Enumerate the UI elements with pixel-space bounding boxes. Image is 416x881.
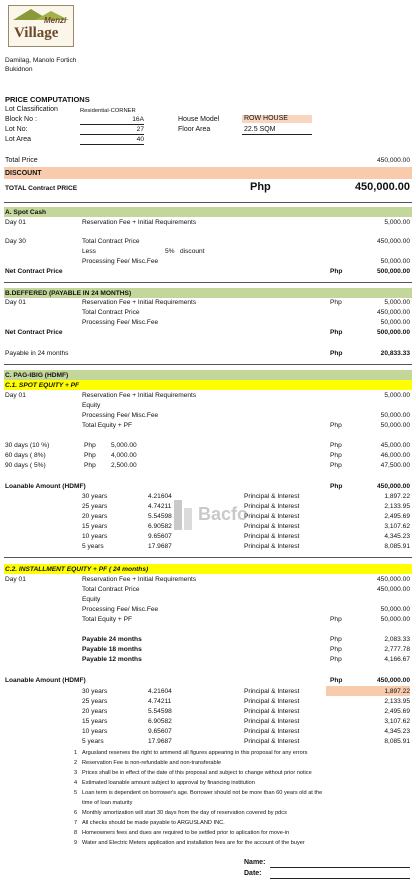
loan-amt: 4,345.23	[384, 728, 410, 735]
watermark	[172, 496, 292, 536]
loan-years: 5 years	[82, 738, 104, 745]
c2-title: C.2. INSTALLMENT EQUITY + PF ( 24 months)	[5, 566, 149, 573]
days-row-label: 90 days ( 5%)	[5, 462, 46, 469]
deferred-res-value: 5,000.00	[384, 299, 410, 306]
spot-net-value: 500,000.00	[376, 268, 410, 275]
note-number: 2	[74, 760, 78, 766]
loan-years: 15 years	[82, 523, 108, 530]
loan-factor: 9.65607	[148, 728, 172, 735]
note-number: 1	[74, 750, 78, 756]
divider	[4, 282, 412, 283]
loan-amt: 3,107.62	[384, 718, 410, 725]
loan-desc: Principal & Interest	[244, 533, 300, 540]
note-text: All checks should be made payable to ARGUSLAND INC.	[82, 820, 225, 826]
deferred-net-cur: Php	[330, 329, 343, 336]
deferred-res-cur: Php	[330, 299, 342, 306]
loan-factor: 4.21604	[148, 493, 172, 500]
deferred-pay-value: 20,833.33	[380, 350, 410, 357]
c1-proc-fee: Processing Fee/ Misc.Fee	[82, 412, 159, 419]
loan-factor: 6.90582	[148, 718, 172, 725]
spot-title: A. Spot Cash	[5, 209, 47, 216]
loan-desc: Principal & Interest	[244, 688, 300, 695]
loan-amt: 8,085.91	[384, 543, 410, 550]
signature-name-label: Name:	[244, 859, 266, 866]
loan-factor: 17.9687	[148, 543, 172, 550]
note-number: 3	[74, 770, 78, 776]
spot-proc-fee: Processing Fee/ Misc.Fee	[82, 258, 159, 265]
c2-tcp-value: 450,000.00	[376, 586, 410, 593]
c1-title: C.1. SPOT EQUITY + PF	[5, 382, 80, 389]
spot-net-cur: Php	[330, 268, 343, 275]
loan-amt: 2,133.95	[384, 503, 410, 510]
loan-amt: 2,495.69	[384, 513, 410, 520]
days-row-cur: Php	[84, 452, 96, 459]
loan-amt: 1,897.22	[384, 688, 410, 695]
loan-amt: 1,897.22	[384, 493, 410, 500]
loan-years: 5 years	[82, 543, 104, 550]
tcp-value: 450,000.00	[354, 181, 410, 193]
c1-day01: Day 01	[5, 392, 26, 399]
deferred-net-value: 500,000.00	[376, 329, 410, 336]
logo-text-top: Menzi	[44, 16, 67, 25]
spot-res-fee-value: 5,000.00	[384, 219, 410, 226]
note-text: Monthly amortization will start 30 days from the day of reservation covered by pdcs	[82, 810, 287, 816]
days-row-cur: Php	[84, 442, 96, 449]
loan-desc: Principal & Interest	[244, 513, 300, 520]
loan-amt: 8,085.91	[384, 738, 410, 745]
note-number: 9	[74, 840, 78, 846]
deferred-title: B.DEFFERED (PAYABLE IN 24 MONTHS)	[5, 290, 132, 297]
block-value: 16A	[80, 116, 144, 125]
payable-cur: Php	[330, 646, 342, 653]
c2-total-equity: Total Equity + PF	[82, 616, 133, 623]
c2-total-cur: Php	[330, 616, 342, 623]
days-row-cur: Php	[84, 462, 96, 469]
floor-label: Floor Area	[178, 126, 211, 133]
c2-res-fee: Reservation Fee + Initial Requirements	[82, 576, 197, 583]
note-number: 8	[74, 830, 78, 836]
loan-years: 30 years	[82, 688, 108, 695]
days-row-total: 47,500.00	[380, 462, 410, 469]
loan-factor: 5.54598	[148, 708, 172, 715]
floor-value: 22.5 SQM	[242, 126, 312, 135]
deferred-tcp: Total Contract Price	[82, 309, 140, 316]
spot-day30: Day 30	[5, 238, 26, 245]
divider	[4, 557, 412, 558]
loan-desc: Principal & Interest	[244, 493, 300, 500]
payable-label: Payable 18 months	[82, 646, 142, 653]
c1-loan-cur: Php	[330, 483, 343, 490]
loan-amt: 4,345.23	[384, 533, 410, 540]
deferred-proc-fee: Processing Fee/ Misc.Fee	[82, 319, 159, 326]
loan-desc: Principal & Interest	[244, 708, 300, 715]
days-row-cur2: Php	[330, 452, 342, 459]
note-number: 4	[74, 780, 78, 786]
deferred-res-fee: Reservation Fee + Initial Requirements	[82, 299, 197, 306]
days-row-label: 30 days (10 %)	[5, 442, 50, 449]
days-row-amt: 5,000.00	[111, 442, 137, 449]
c1-equity: Equity	[82, 402, 101, 409]
lot-class-label: Lot Classification	[5, 106, 58, 113]
discount-band	[4, 167, 412, 179]
pagibig-title: C. PAG-IBIG (HDMF)	[5, 372, 69, 379]
note-text: Estimated loanable amount subject to approval by financing institution	[82, 780, 255, 786]
block-label: Block No :	[5, 116, 37, 123]
c1-total-value: 50,000.00	[380, 422, 410, 429]
loan-years: 20 years	[82, 708, 108, 715]
c2-res-value: 450,000.00	[376, 576, 410, 583]
c1-total-equity: Total Equity + PF	[82, 422, 133, 429]
days-row-cur2: Php	[330, 442, 342, 449]
c2-tcp: Total Contract Price	[82, 586, 140, 593]
spot-less: Less	[82, 248, 96, 255]
spot-tcp-value: 450,000.00	[376, 238, 410, 245]
total-price-label: Total Price	[5, 157, 38, 164]
signature-name-line[interactable]	[270, 867, 410, 868]
spot-band	[4, 207, 412, 217]
loan-desc: Principal & Interest	[244, 728, 300, 735]
note-text: Loan term is dependent on borrower's age. Borrower should not be more than 60 years old at the	[82, 790, 323, 796]
spot-discount: discount	[180, 248, 205, 255]
days-row-label: 60 days ( 8%)	[5, 452, 46, 459]
logo-text-bottom: Village	[14, 25, 59, 41]
deferred-pay-cur: Php	[330, 350, 343, 357]
c1-res-value: 5,000.00	[384, 392, 410, 399]
deferred-tcp-value: 450,000.00	[376, 309, 410, 316]
payable-cur: Php	[330, 656, 342, 663]
loan-desc: Principal & Interest	[244, 698, 300, 705]
note-text: Water and Electric Meters application and installation fees are for the account of the buyer	[82, 840, 305, 846]
note-number: 7	[74, 820, 78, 826]
signature-date-label: Date:	[244, 870, 262, 877]
note-text: Argusland reserves the right to ammend all figures appearing in this proposal for any errors	[82, 750, 308, 756]
c1-loan-label: Loanable Amount (HDMF)	[5, 483, 86, 490]
note-text: time of loan maturity	[82, 800, 133, 806]
total-price-value: 450,000.00	[376, 157, 410, 164]
c1-total-cur: Php	[330, 422, 342, 429]
lot-value: 27	[80, 126, 144, 135]
days-row-amt: 2,500.00	[111, 462, 137, 469]
logo	[8, 5, 74, 47]
loan-years: 10 years	[82, 728, 108, 735]
spot-res-fee: Reservation Fee + Initial Requirements	[82, 219, 197, 226]
section-title: PRICE COMPUTATIONS	[5, 95, 90, 104]
loan-years: 10 years	[82, 533, 108, 540]
c2-loan-value: 450,000.00	[376, 677, 410, 684]
loan-amt: 2,495.69	[384, 708, 410, 715]
deferred-day01: Day 01	[5, 299, 26, 306]
payable-amt: 4,166.67	[384, 656, 410, 663]
divider	[4, 364, 412, 365]
c2-proc-value: 50,000.00	[380, 606, 410, 613]
days-row-total: 45,000.00	[380, 442, 410, 449]
loan-factor: 4.74211	[148, 698, 172, 705]
spot-proc-fee-value: 50,000.00	[380, 258, 410, 265]
loan-years: 30 years	[82, 493, 108, 500]
area-value: 40	[80, 136, 144, 145]
payable-cur: Php	[330, 636, 342, 643]
loan-factor: 9.65607	[148, 533, 172, 540]
loan-factor: 4.74211	[148, 503, 172, 510]
model-value: ROW HOUSE	[242, 115, 312, 123]
payable-amt: 2,777.78	[384, 646, 410, 653]
loan-years: 20 years	[82, 513, 108, 520]
c2-loan-label: Loanable Amount (HDMF)	[5, 677, 86, 684]
spot-day01: Day 01	[5, 219, 26, 226]
note-text: Reservation Fee is non-refundable and non-transferable	[82, 760, 221, 766]
lot-class-value: Residential-CORNER	[80, 108, 136, 114]
loan-desc: Principal & Interest	[244, 738, 300, 745]
discount-label: DISCOUNT	[5, 170, 42, 177]
c2-proc-fee: Processing Fee/ Misc.Fee	[82, 606, 159, 613]
tcp-label: TOTAL Contract PRICE	[5, 185, 78, 192]
signature-date-line[interactable]	[270, 878, 410, 879]
loan-years: 15 years	[82, 718, 108, 725]
c2-equity: Equity	[82, 596, 101, 603]
loan-years: 25 years	[82, 503, 108, 510]
loan-factor: 17.9687	[148, 738, 172, 745]
c2-total-value: 50,000.00	[380, 616, 410, 623]
days-row-cur2: Php	[330, 462, 342, 469]
note-number: 5	[74, 790, 78, 796]
deferred-net-label: Net Contract Price	[5, 329, 63, 336]
loan-amt: 2,133.95	[384, 698, 410, 705]
model-label: House Model	[178, 116, 220, 123]
tcp-currency: Php	[250, 181, 271, 193]
c2-loan-cur: Php	[330, 677, 343, 684]
note-text: Homeowners fees and dues are required to be settled prior to aplication for move-in	[82, 830, 290, 836]
loan-years: 25 years	[82, 698, 108, 705]
c1-res-fee: Reservation Fee + Initial Requirements	[82, 392, 197, 399]
loan-factor: 6.90582	[148, 523, 172, 530]
watermark-text: Bacfo	[198, 504, 249, 524]
payable-amt: 2,083.33	[384, 636, 410, 643]
payable-label: Payable 24 months	[82, 636, 142, 643]
client-province: Bukidnon	[5, 66, 33, 73]
days-row-amt: 4,000.00	[111, 452, 137, 459]
divider	[4, 202, 412, 203]
watermark-logo-icon	[172, 498, 196, 534]
loan-desc: Principal & Interest	[244, 503, 300, 510]
loan-factor: 4.21604	[148, 688, 172, 695]
loan-factor: 5.54598	[148, 513, 172, 520]
area-label: Lot Area	[5, 136, 32, 143]
c1-proc-value: 50,000.00	[380, 412, 410, 419]
loan-desc: Principal & Interest	[244, 523, 300, 530]
client-name: Damilag, Manolo Fortich	[5, 57, 77, 64]
spot-pct: 5%	[165, 248, 175, 255]
note-text: Prices shall be in effect of the date of this proposal and subject to change without prior notice	[82, 770, 312, 776]
c2-day01: Day 01	[5, 576, 26, 583]
note-number: 6	[74, 810, 78, 816]
loan-desc: Principal & Interest	[244, 718, 300, 725]
loan-desc: Principal & Interest	[244, 543, 300, 550]
lot-label: Lot No:	[5, 126, 28, 133]
payable-label: Payable 12 months	[82, 656, 142, 663]
deferred-pay-label: Payable in 24 months	[5, 350, 69, 357]
days-row-total: 46,000.00	[380, 452, 410, 459]
deferred-proc-value: 50,000.00	[380, 319, 410, 326]
loan-amt: 3,107.62	[384, 523, 410, 530]
c1-loan-value: 450,000.00	[376, 483, 410, 490]
spot-tcp: Total Contract Price	[82, 238, 140, 245]
spot-net-label: Net Contract Price	[5, 268, 63, 275]
